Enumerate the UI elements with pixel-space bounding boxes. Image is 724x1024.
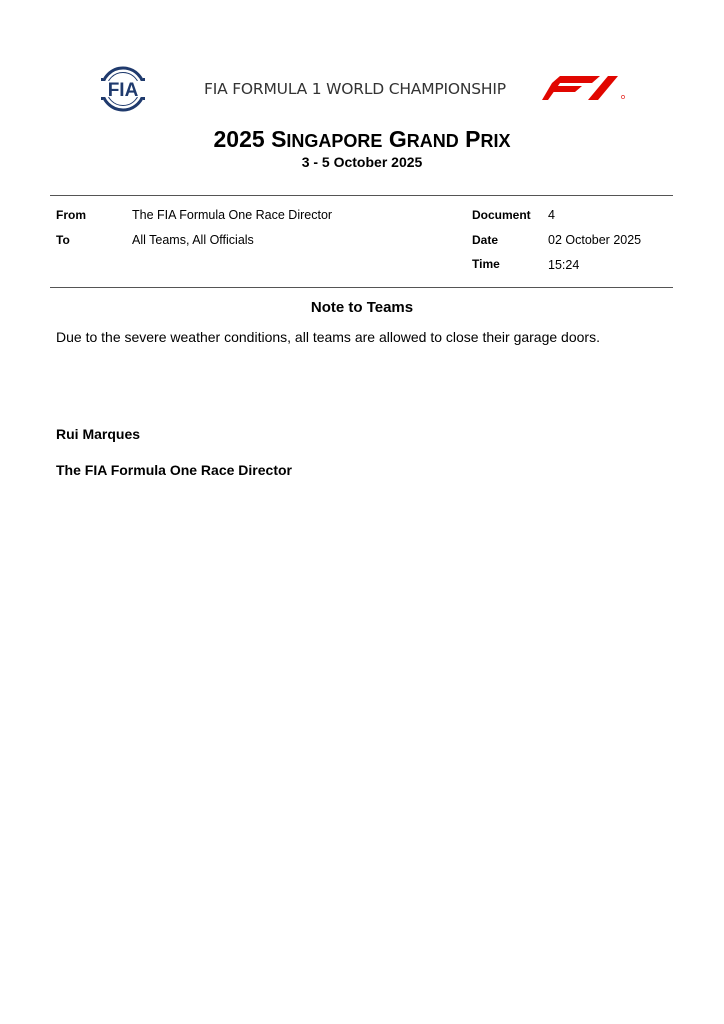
note-body: Due to the severe weather conditions, all teams are allowed to close their garage doors.	[56, 329, 600, 345]
from-label: From	[56, 208, 86, 222]
signatory-name: Rui Marques	[56, 426, 141, 442]
event-title: 2025 SINGAPORE GRAND PRIX	[213, 126, 511, 152]
fia-logo-text: FIA	[107, 80, 139, 101]
time-label: Time	[472, 257, 500, 271]
to-value: All Teams, All Officials	[132, 233, 254, 247]
event-dates: 3 - 5 October 2025	[301, 154, 423, 170]
date-label: Date	[472, 233, 499, 247]
bottom-divider	[50, 287, 673, 288]
signatory-role: The FIA Formula One Race Director	[56, 462, 292, 478]
from-value: The FIA Formula One Race Director	[132, 208, 333, 222]
note-heading: Note to Teams	[310, 299, 414, 316]
fia-logo	[92, 66, 154, 112]
document-value: 4	[548, 208, 555, 222]
to-label: To	[56, 233, 70, 247]
championship-title: FIA FORMULA 1 WORLD CHAMPIONSHIP	[204, 80, 506, 98]
date-value: 02 October 2025	[548, 233, 642, 247]
top-divider	[50, 195, 673, 196]
time-value: 15:24	[548, 258, 580, 272]
f1-logo	[542, 76, 630, 100]
document-label: Document	[472, 208, 531, 222]
